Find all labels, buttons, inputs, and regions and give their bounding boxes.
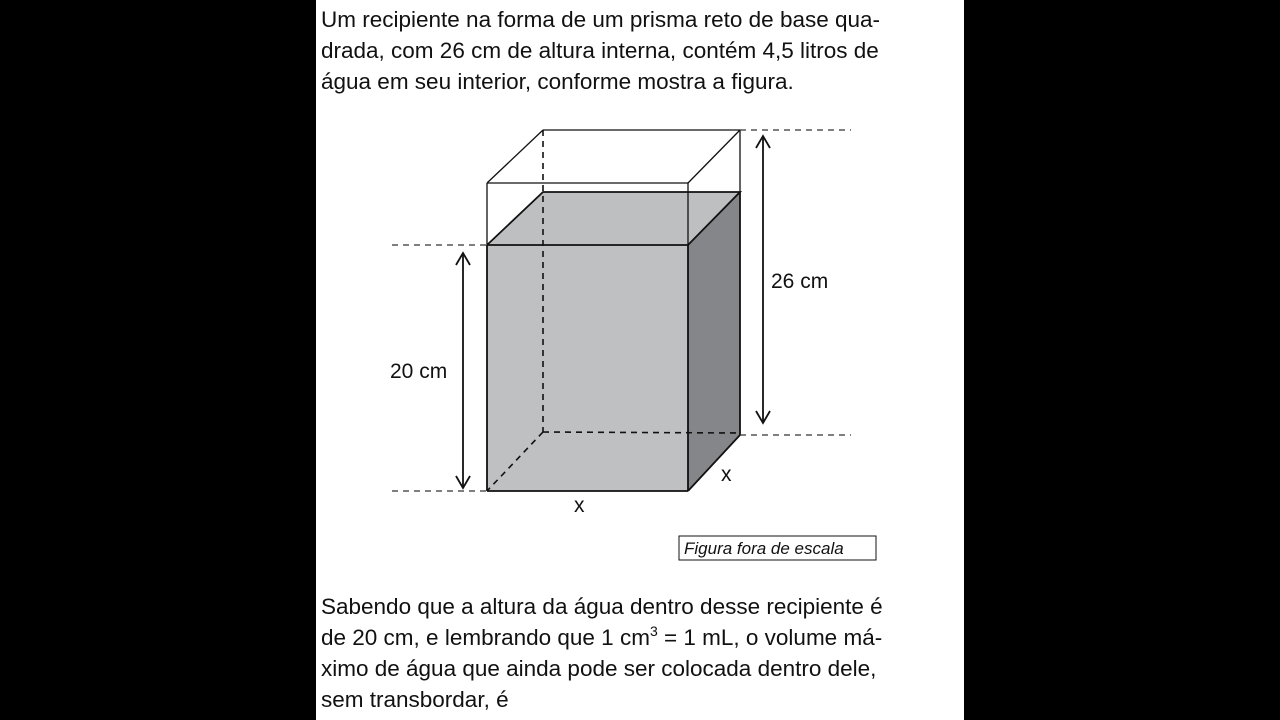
water-height-label: 20 cm [390, 360, 448, 383]
closing-line-2a: de 20 cm, e lembrando que 1 cm [321, 625, 650, 650]
container-height-arrow [756, 136, 770, 423]
closing-line-2b: = 1 mL, o volume má- [657, 625, 883, 650]
closing-line-3: ximo de água que ainda pode ser colocada dentro dele, [321, 656, 877, 681]
base-depth-label: x [721, 463, 732, 486]
water-height-arrow [456, 253, 470, 488]
container-height-label: 26 cm [771, 270, 829, 293]
prism-figure [316, 0, 964, 590]
intro-line-1: Um recipiente na forma de um prisma reto de base qua- [321, 7, 881, 32]
closing-line-1: Sabendo que a altura da água dentro desse recipiente é [321, 594, 883, 619]
closing-line-4: sem transbordar, é [321, 687, 509, 712]
document-page [316, 0, 964, 720]
question-closing [321, 591, 961, 715]
water-front-face [487, 245, 688, 491]
intro-line-2: drada, com 26 cm de altura interna, contém 4,5 litros de [321, 38, 879, 63]
cube-exponent: 3 [649, 622, 658, 639]
base-width-label: x [574, 494, 585, 517]
intro-line-3: água em seu interior, conforme mostra a figura. [321, 69, 794, 94]
scale-note: Figura fora de escala [684, 539, 844, 558]
